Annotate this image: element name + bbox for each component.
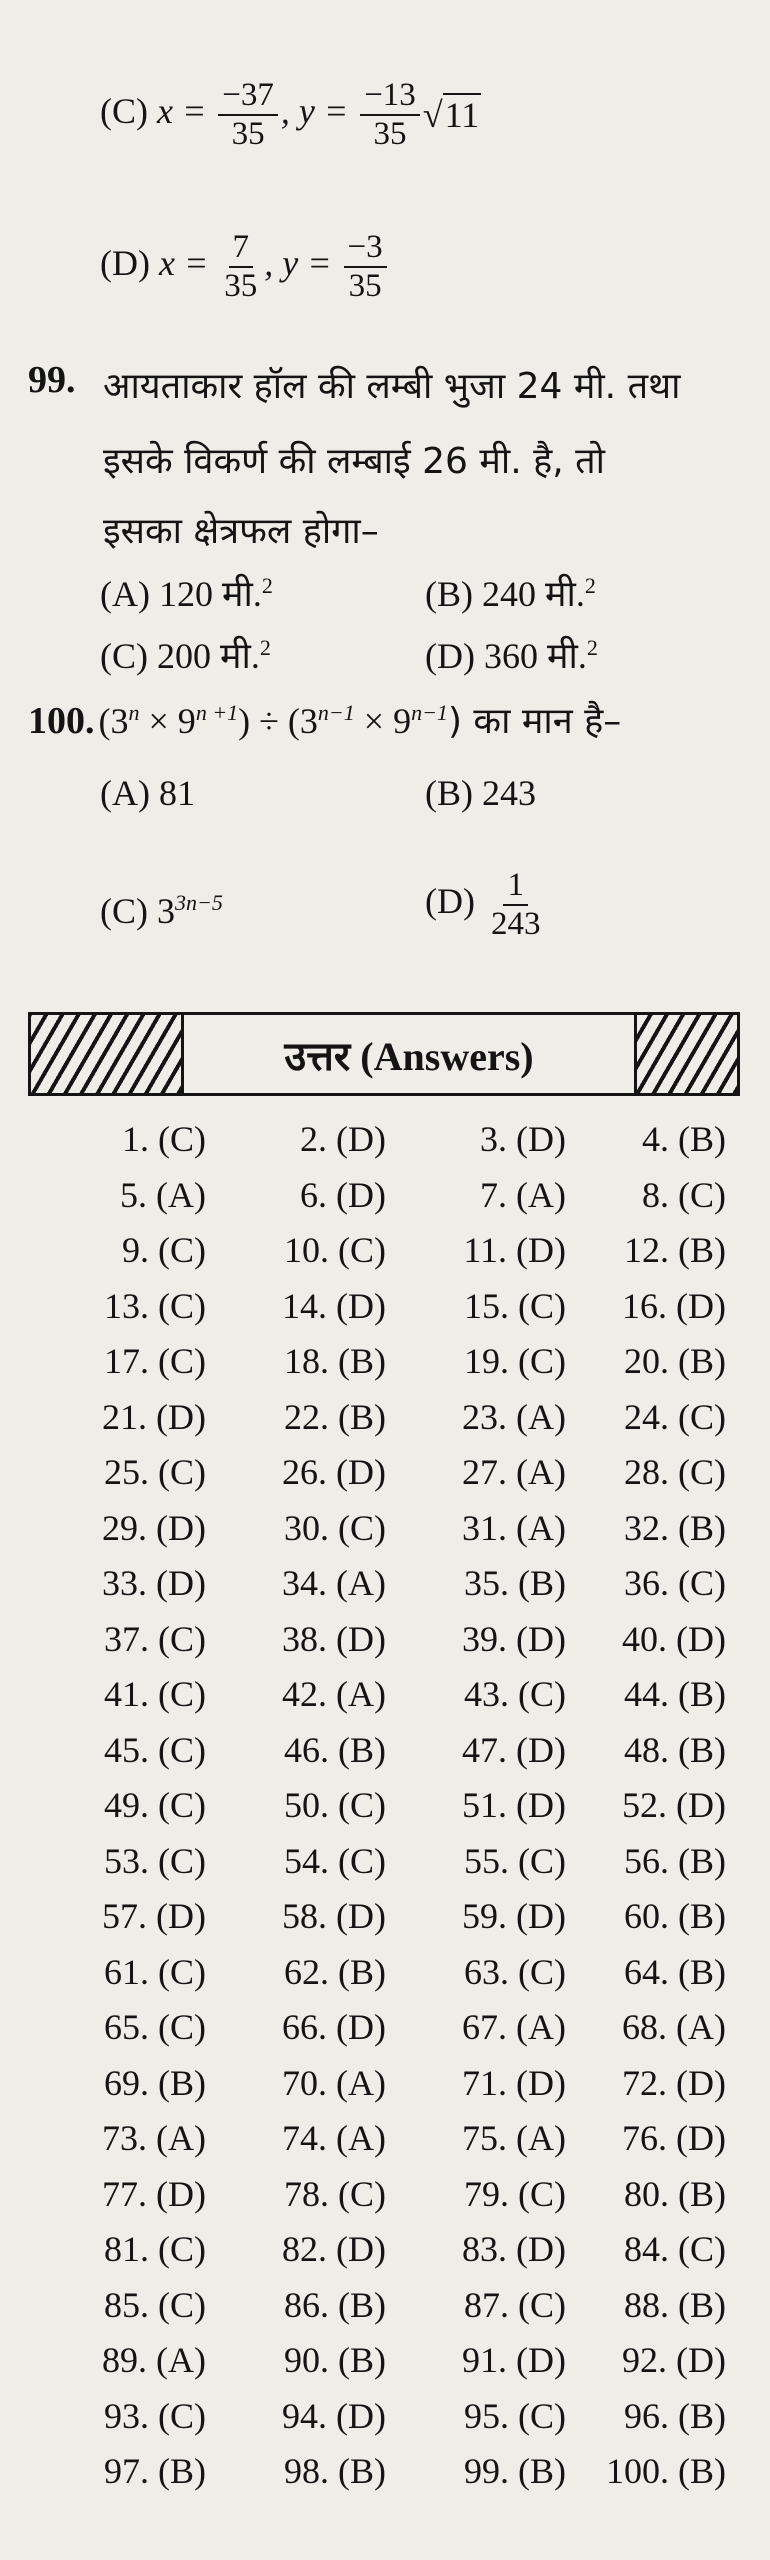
answer-item: 81. (C) — [104, 2229, 206, 2269]
option-text: (C) 200 मी. — [100, 636, 260, 676]
answer-item: 90. (B) — [284, 2340, 386, 2380]
answer-item: 30. (C) — [284, 1507, 386, 1548]
expr-part: × 9 — [139, 701, 196, 741]
answer-item: 4. (B) — [642, 1119, 726, 1159]
exponent: 2 — [584, 573, 596, 598]
q99-option-a — [100, 568, 273, 617]
answer-item: 53. (C) — [104, 1840, 206, 1881]
answer-item: 23. (A) — [462, 1396, 566, 1437]
answer-item: 44. (B) — [624, 1674, 726, 1714]
square-root: √11 — [422, 94, 480, 135]
answer-item: 38. (D) — [282, 1618, 386, 1659]
answer-item: 47. (D) — [462, 1729, 566, 1770]
answer-item: 15. (C) — [464, 1285, 566, 1326]
answer-item: 9. (C) — [122, 1230, 206, 1270]
y-fraction — [360, 78, 420, 151]
answer-item: 39. (D) — [462, 1618, 566, 1659]
answer-item: 46. (B) — [284, 1729, 386, 1770]
fraction — [487, 868, 545, 941]
exponent: 3n−5 — [175, 890, 223, 915]
answer-item: 2. (D) — [300, 1119, 386, 1159]
q99-line-2: इसके विकर्ण की लम्बाई 26 मी. है, तो — [103, 441, 605, 482]
answers-grid — [40, 1118, 740, 2506]
q100-option-d — [425, 868, 547, 941]
answer-item: 69. (B) — [104, 2062, 206, 2103]
y-variable: , y = — [264, 242, 332, 283]
answer-item: 76. (D) — [622, 2118, 726, 2158]
answer-item: 54. (C) — [284, 1840, 386, 1881]
answer-item: 59. (D) — [462, 1896, 566, 1936]
q100-expression — [99, 701, 622, 741]
q99-option-b — [425, 568, 596, 617]
option-text: (B) 240 मी. — [425, 574, 585, 614]
answer-item: 66. (D) — [282, 2007, 386, 2047]
y-numerator: −3 — [344, 230, 387, 268]
answer-item: 8. (C) — [642, 1174, 726, 1215]
answer-item: 16. (D) — [622, 1285, 726, 1326]
answer-item: 43. (C) — [464, 1674, 566, 1714]
exponent: n +1 — [195, 700, 239, 725]
answer-item: 45. (C) — [104, 1729, 206, 1770]
hatch-decoration-left — [31, 1015, 181, 1093]
q98-option-d — [100, 230, 390, 303]
answer-item: 70. (A) — [282, 2062, 386, 2103]
x-denominator: 35 — [224, 267, 258, 304]
q100-question — [28, 695, 621, 744]
answer-item: 33. (D) — [102, 1563, 206, 1603]
x-numerator: 7 — [229, 230, 254, 268]
x-denominator: 35 — [231, 115, 265, 152]
answer-item: 63. (C) — [464, 1951, 566, 1992]
option-label: (D) — [100, 242, 150, 283]
y-variable: , y = — [280, 90, 349, 131]
y-numerator: −13 — [360, 78, 420, 116]
exponent: n−1 — [411, 700, 448, 725]
exponent: 2 — [586, 635, 598, 660]
x-variable: x = — [158, 242, 209, 283]
q99-number — [28, 358, 76, 402]
y-fraction — [344, 230, 387, 303]
answer-item: 99. (B) — [464, 2451, 566, 2491]
denominator: 243 — [490, 905, 541, 942]
answers-banner — [28, 1012, 740, 1096]
answer-item: 73. (A) — [102, 2118, 206, 2158]
answer-item: 62. (B) — [284, 1951, 386, 1992]
answer-item: 24. (C) — [624, 1396, 726, 1437]
answer-item: 51. (D) — [462, 1785, 566, 1825]
q99-line-3: इसका क्षेत्रफल होगा– — [103, 511, 379, 552]
answer-item: 26. (D) — [282, 1452, 386, 1492]
answer-item: 57. (D) — [102, 1896, 206, 1936]
q99-option-d — [425, 630, 598, 679]
answer-item: 79. (C) — [464, 2173, 566, 2214]
answer-item: 94. (D) — [282, 2395, 386, 2436]
q100-option-b: (B) 243 — [425, 773, 536, 813]
answer-item: 22. (B) — [284, 1396, 386, 1437]
exponent: 2 — [261, 573, 273, 598]
option-label: (D) — [425, 880, 475, 921]
option-text: (D) 360 मी. — [425, 636, 587, 676]
q100-option-c — [100, 890, 223, 932]
answer-item: 72. (D) — [622, 2062, 726, 2103]
answer-item: 29. (D) — [102, 1507, 206, 1548]
answer-item: 3. (D) — [480, 1119, 566, 1159]
answer-item: 7. (A) — [480, 1174, 566, 1215]
answer-item: 35. (B) — [464, 1563, 566, 1603]
exponent: n−1 — [317, 700, 355, 725]
answer-item: 10. (C) — [284, 1230, 386, 1270]
q99-line-1: आयताकार हॉल की लम्बी भुजा 24 मी. तथा — [103, 366, 681, 407]
q98-option-c — [100, 78, 481, 151]
answer-item: 14. (D) — [282, 1285, 386, 1326]
answer-item: 65. (C) — [104, 2007, 206, 2047]
answer-item: 85. (C) — [104, 2284, 206, 2325]
answer-item: 91. (D) — [462, 2340, 566, 2380]
answer-item: 31. (A) — [462, 1507, 566, 1548]
answer-item: 20. (B) — [624, 1341, 726, 1381]
answer-item: 82. (D) — [282, 2229, 386, 2269]
answer-item: 56. (B) — [624, 1840, 726, 1881]
answer-item: 83. (D) — [462, 2229, 566, 2269]
answer-item: 68. (A) — [622, 2007, 726, 2047]
answer-item: 36. (C) — [624, 1563, 726, 1603]
answer-item: 13. (C) — [104, 1285, 206, 1326]
exponent: 2 — [259, 635, 271, 660]
answer-item: 98. (B) — [284, 2451, 386, 2491]
y-denominator: 35 — [373, 115, 407, 152]
x-numerator: −37 — [218, 78, 278, 116]
answer-item: 27. (A) — [462, 1452, 566, 1492]
answer-item: 32. (B) — [624, 1507, 726, 1548]
answer-item: 87. (C) — [464, 2284, 566, 2325]
answer-item: 21. (D) — [102, 1396, 206, 1437]
answer-item: 86. (B) — [284, 2284, 386, 2325]
answer-item: 67. (A) — [462, 2007, 566, 2047]
answer-item: 55. (C) — [464, 1840, 566, 1881]
answer-item: 48. (B) — [624, 1729, 726, 1770]
hatch-decoration-right — [637, 1015, 737, 1093]
answer-item: 88. (B) — [624, 2284, 726, 2325]
answer-item: 97. (B) — [104, 2451, 206, 2491]
expr-part: × 9 — [354, 701, 412, 741]
x-fraction — [218, 78, 278, 151]
answer-item: 25. (C) — [104, 1452, 206, 1492]
answer-item: 17. (C) — [104, 1341, 206, 1381]
answer-item: 58. (D) — [282, 1896, 386, 1936]
x-fraction — [220, 230, 261, 303]
answer-item: 96. (B) — [624, 2395, 726, 2436]
question-number: 100. — [28, 700, 95, 742]
answer-item: 1. (C) — [122, 1119, 206, 1159]
answer-item: 60. (B) — [624, 1896, 726, 1936]
option-text: (C) 3 — [100, 891, 175, 931]
answer-item: 11. (D) — [463, 1230, 566, 1270]
answer-item: 18. (B) — [284, 1341, 386, 1381]
answers-title: उत्तर (Answers) — [181, 1015, 637, 1093]
y-denominator: 35 — [348, 267, 382, 304]
question-number: 99. — [28, 359, 76, 401]
answer-item: 19. (C) — [464, 1341, 566, 1381]
answer-item: 80. (B) — [624, 2173, 726, 2214]
answer-item: 49. (C) — [104, 1785, 206, 1825]
answer-item: 74. (A) — [282, 2118, 386, 2158]
expr-part: (3 — [98, 701, 129, 741]
x-variable: x = — [157, 90, 207, 131]
answer-item: 40. (D) — [622, 1618, 726, 1659]
answer-item: 52. (D) — [622, 1785, 726, 1825]
answer-item: 75. (A) — [462, 2118, 566, 2158]
answer-item: 93. (C) — [104, 2395, 206, 2436]
answer-item: 64. (B) — [624, 1951, 726, 1992]
answer-item: 42. (A) — [282, 1674, 386, 1714]
answer-item: 89. (A) — [102, 2340, 206, 2380]
answer-item: 12. (B) — [624, 1230, 726, 1270]
answer-item: 100. (B) — [606, 2451, 726, 2491]
answer-item: 50. (C) — [284, 1785, 386, 1825]
option-text: (A) 120 मी. — [100, 574, 262, 614]
answer-item: 92. (D) — [622, 2340, 726, 2380]
answer-item: 28. (C) — [624, 1452, 726, 1492]
answer-item: 71. (D) — [462, 2062, 566, 2103]
q99-option-c — [100, 630, 271, 679]
answer-item: 61. (C) — [104, 1951, 206, 1992]
q100-option-a: (A) 81 — [100, 773, 195, 813]
answer-item: 5. (A) — [120, 1174, 206, 1215]
numerator: 1 — [503, 868, 528, 906]
answer-item: 95. (C) — [464, 2395, 566, 2436]
answer-item: 37. (C) — [104, 1618, 206, 1659]
exponent: n — [128, 700, 140, 725]
answer-item: 41. (C) — [104, 1674, 206, 1714]
radicand: 11 — [444, 94, 480, 135]
expr-tail: ) का मान है– — [447, 701, 622, 742]
expr-part: ) ÷ (3 — [238, 701, 318, 741]
answer-item: 34. (A) — [282, 1563, 386, 1603]
option-label: (C) — [100, 90, 148, 131]
answer-item: 77. (D) — [102, 2173, 206, 2214]
answer-item: 84. (C) — [624, 2229, 726, 2269]
answer-item: 78. (C) — [284, 2173, 386, 2214]
answer-item: 6. (D) — [300, 1174, 386, 1215]
